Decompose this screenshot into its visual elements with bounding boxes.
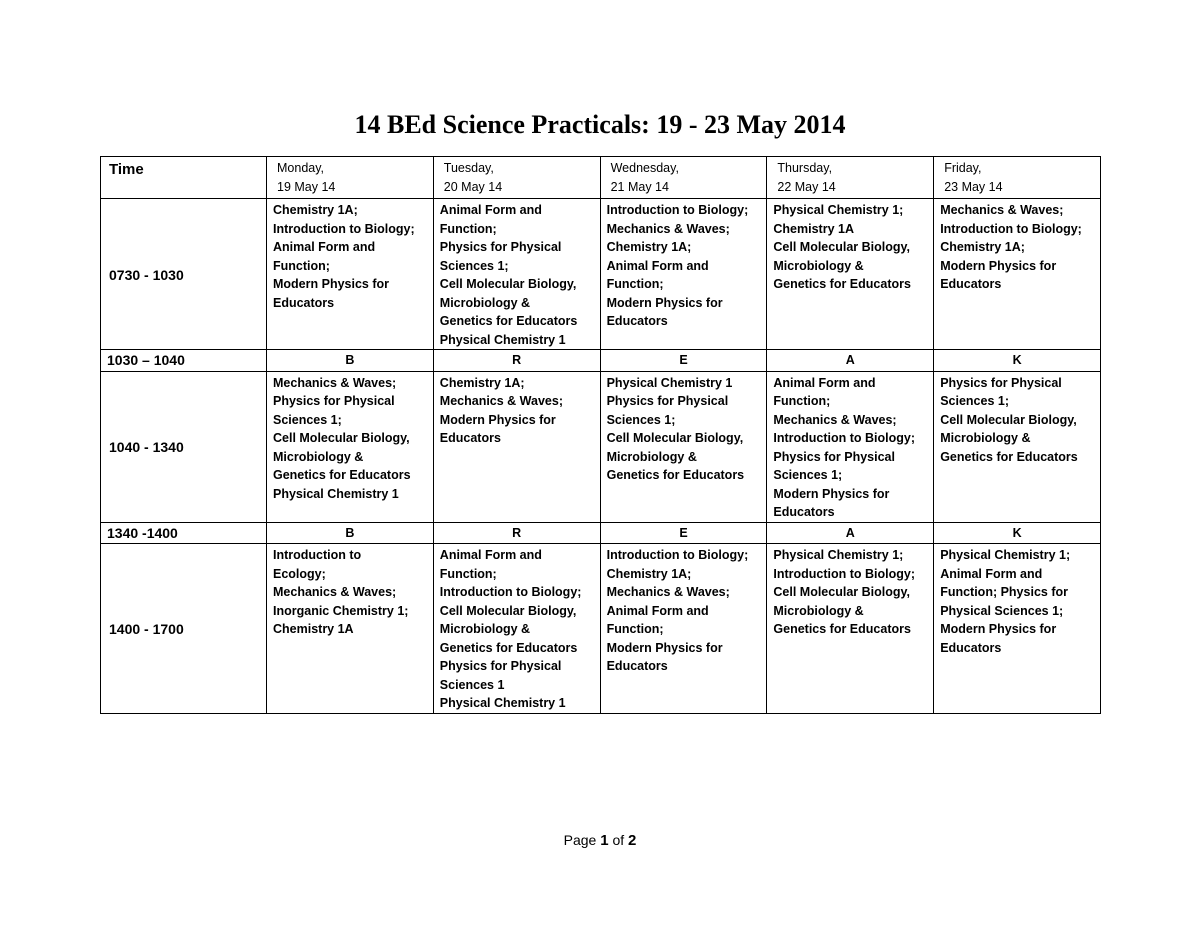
course-line: Physical Chemistry 1; <box>940 548 1071 562</box>
course-line: Mechanics & Waves; <box>606 585 730 599</box>
course-line: Cell Molecular Biology, <box>439 603 577 618</box>
day-date: 20 May 14 <box>443 179 503 194</box>
practical-cell <box>267 371 434 522</box>
course-line: Physical Chemistry 1; <box>773 548 904 562</box>
day-header-friday <box>934 157 1101 199</box>
course-line: Function; <box>273 258 330 273</box>
course-line: Cell Molecular Biology, <box>273 431 410 445</box>
course-line: Animal Form and <box>606 258 709 273</box>
course-line: Function; <box>773 394 831 408</box>
course-line: Physical Chemistry 1 <box>439 696 566 710</box>
practical-cell <box>267 544 434 714</box>
course-line: Modern Physics for <box>273 277 389 291</box>
course-line: Cell Molecular Biology, <box>940 412 1077 427</box>
break-letter: A <box>767 522 934 544</box>
course-line: Animal Form and <box>273 240 376 254</box>
course-line: Animal Form and <box>773 375 876 390</box>
course-line: Educators <box>606 314 668 328</box>
course-line: Microbiology & <box>773 603 864 618</box>
course-line: Educators <box>940 277 1002 291</box>
course-line: Modern Physics for <box>439 412 556 427</box>
course-line: Chemistry 1A; <box>439 375 525 390</box>
course-line: Sciences 1 <box>439 677 505 692</box>
day-date: 21 May 14 <box>610 179 669 194</box>
time-column-header: Time <box>101 157 267 199</box>
course-line: Physical Chemistry 1 <box>273 486 399 501</box>
schedule-table <box>100 156 1101 714</box>
course-line: Physics for Physical <box>273 394 395 408</box>
course-line: Microbiology & <box>439 295 531 310</box>
course-line: Genetics for Educators <box>273 468 411 482</box>
course-line: Function; <box>439 221 497 236</box>
break-letter: R <box>433 350 600 372</box>
course-line: Genetics for Educators <box>940 449 1078 464</box>
course-line: Mechanics & Waves; <box>273 375 397 390</box>
practical-cell <box>433 199 600 350</box>
time-slot-label: 1030 – 1040 <box>101 350 267 372</box>
course-line: Physical Chemistry 1 <box>439 332 566 347</box>
course-line: Microbiology & <box>439 622 531 636</box>
course-line: Sciences 1; <box>773 468 843 482</box>
course-line: Modern Physics for <box>606 295 723 310</box>
course-line: Chemistry 1A; <box>273 203 358 217</box>
time-slot-label: 1340 -1400 <box>101 522 267 544</box>
slot-row-1400 <box>101 544 1101 714</box>
header-row <box>101 157 1101 199</box>
time-slot-label: 0730 - 1030 <box>101 199 267 350</box>
course-line: Mechanics & Waves; <box>773 412 897 427</box>
course-line: Microbiology & <box>773 258 864 273</box>
break-row-1030 <box>101 350 1101 372</box>
break-letter: R <box>433 522 600 544</box>
course-line: Physics for Physical <box>606 394 729 408</box>
day-date: 22 May 14 <box>777 179 836 194</box>
course-line: Sciences 1; <box>439 258 509 273</box>
day-name: Tuesday, <box>443 161 494 175</box>
break-letter: A <box>767 350 934 372</box>
course-line: Introduction to Biology; <box>606 203 749 217</box>
day-date: 19 May 14 <box>277 179 336 194</box>
course-line: Physics for Physical <box>439 659 562 673</box>
course-line: Genetics for Educators <box>773 277 911 291</box>
current-page-number: 1 <box>600 832 609 849</box>
course-line: Ecology; <box>273 566 326 581</box>
page-footer <box>0 832 1200 849</box>
course-line: Animal Form and <box>940 566 1043 581</box>
course-line: Chemistry 1A; <box>606 240 692 254</box>
course-line: Function; <box>606 622 664 636</box>
break-letter: B <box>267 522 434 544</box>
course-line: Chemistry 1A; <box>606 566 692 581</box>
course-line: Mechanics & Waves; <box>273 585 397 599</box>
day-header-monday <box>267 157 434 199</box>
break-letter: K <box>934 522 1101 544</box>
footer-middle: of <box>608 832 629 848</box>
course-line: Educators <box>606 659 668 673</box>
course-line: Function; <box>606 277 664 291</box>
practical-cell <box>267 199 434 350</box>
course-line: Chemistry 1A <box>273 622 354 636</box>
course-line: Physical Sciences 1; <box>940 603 1064 618</box>
break-letter: K <box>934 350 1101 372</box>
course-line: Animal Form and <box>606 603 709 618</box>
course-line: Sciences 1; <box>606 412 676 427</box>
course-line: Animal Form and <box>439 203 542 217</box>
course-line: Cell Molecular Biology, <box>773 240 910 254</box>
day-header-tuesday <box>433 157 600 199</box>
practical-cell <box>767 199 934 350</box>
course-line: Genetics for Educators <box>773 622 911 636</box>
course-line: Cell Molecular Biology, <box>606 431 744 445</box>
day-date: 23 May 14 <box>944 179 1003 194</box>
course-line: Physics for Physical <box>773 449 895 464</box>
course-line: Physical Chemistry 1 <box>606 375 733 390</box>
course-line: Educators <box>439 431 501 445</box>
course-line: Sciences 1; <box>940 394 1009 408</box>
practical-cell <box>767 371 934 522</box>
day-header-thursday <box>767 157 934 199</box>
course-line: Cell Molecular Biology, <box>773 585 910 599</box>
course-line: Introduction to Biology; <box>940 221 1082 236</box>
time-slot-label: 1400 - 1700 <box>101 544 267 714</box>
course-line: Modern Physics for <box>606 640 723 655</box>
course-line: Introduction to Biology; <box>773 566 916 581</box>
course-line: Microbiology & <box>273 449 364 464</box>
course-line: Educators <box>273 295 335 310</box>
course-line: Introduction to Biology; <box>439 585 582 599</box>
course-line: Cell Molecular Biology, <box>439 277 577 291</box>
course-line: Physics for Physical <box>940 375 1062 390</box>
slot-row-0730 <box>101 199 1101 350</box>
course-line: Physics for Physical <box>439 240 562 254</box>
total-pages-number: 2 <box>628 832 637 849</box>
course-line: Physical Chemistry 1; <box>773 203 904 217</box>
course-line: Introduction to Biology; <box>273 221 415 236</box>
break-row-1340 <box>101 522 1101 544</box>
course-line: Microbiology & <box>940 431 1031 445</box>
course-line: Genetics for Educators <box>606 468 745 482</box>
day-name: Wednesday, <box>610 161 679 175</box>
course-line: Modern Physics for <box>940 258 1057 273</box>
course-line: Sciences 1; <box>273 412 342 427</box>
course-line: Mechanics & Waves; <box>940 203 1064 217</box>
course-line: Modern Physics for <box>773 486 890 501</box>
course-line: Introduction to <box>273 548 362 562</box>
practical-cell <box>600 199 767 350</box>
practical-cell <box>767 544 934 714</box>
page-title: 14 BEd Science Practicals: 19 - 23 May 2014 <box>354 110 846 139</box>
course-line: Genetics for Educators <box>439 640 578 655</box>
day-header-wednesday <box>600 157 767 199</box>
course-line: Educators <box>773 505 835 519</box>
course-line: Chemistry 1A; <box>940 240 1025 254</box>
course-line: Chemistry 1A <box>773 221 854 236</box>
course-line: Genetics for Educators <box>439 314 578 328</box>
course-line: Introduction to Biology; <box>606 548 749 562</box>
course-line: Mechanics & Waves; <box>439 394 563 408</box>
practical-cell <box>433 371 600 522</box>
course-line: Inorganic Chemistry 1; <box>273 603 409 618</box>
practical-cell <box>600 371 767 522</box>
course-line: Introduction to Biology; <box>773 431 916 445</box>
time-slot-label: 1040 - 1340 <box>101 371 267 522</box>
course-line: Educators <box>940 640 1002 655</box>
course-line: Function; <box>439 566 497 581</box>
practical-cell <box>433 544 600 714</box>
break-letter: E <box>600 522 767 544</box>
course-line: Modern Physics for <box>940 622 1057 636</box>
footer-prefix: Page <box>563 832 601 848</box>
break-letter: B <box>267 350 434 372</box>
day-name: Monday, <box>277 161 325 175</box>
course-line: Mechanics & Waves; <box>606 221 730 236</box>
course-line: Microbiology & <box>606 449 697 464</box>
practical-cell <box>934 371 1101 522</box>
break-letter: E <box>600 350 767 372</box>
course-line: Animal Form and <box>439 548 542 562</box>
practical-cell <box>934 199 1101 350</box>
day-name: Thursday, <box>777 161 833 175</box>
course-line: Function; Physics for <box>940 585 1068 599</box>
practical-cell <box>600 544 767 714</box>
practical-cell <box>934 544 1101 714</box>
slot-row-1040 <box>101 371 1101 522</box>
day-name: Friday, <box>944 161 982 175</box>
